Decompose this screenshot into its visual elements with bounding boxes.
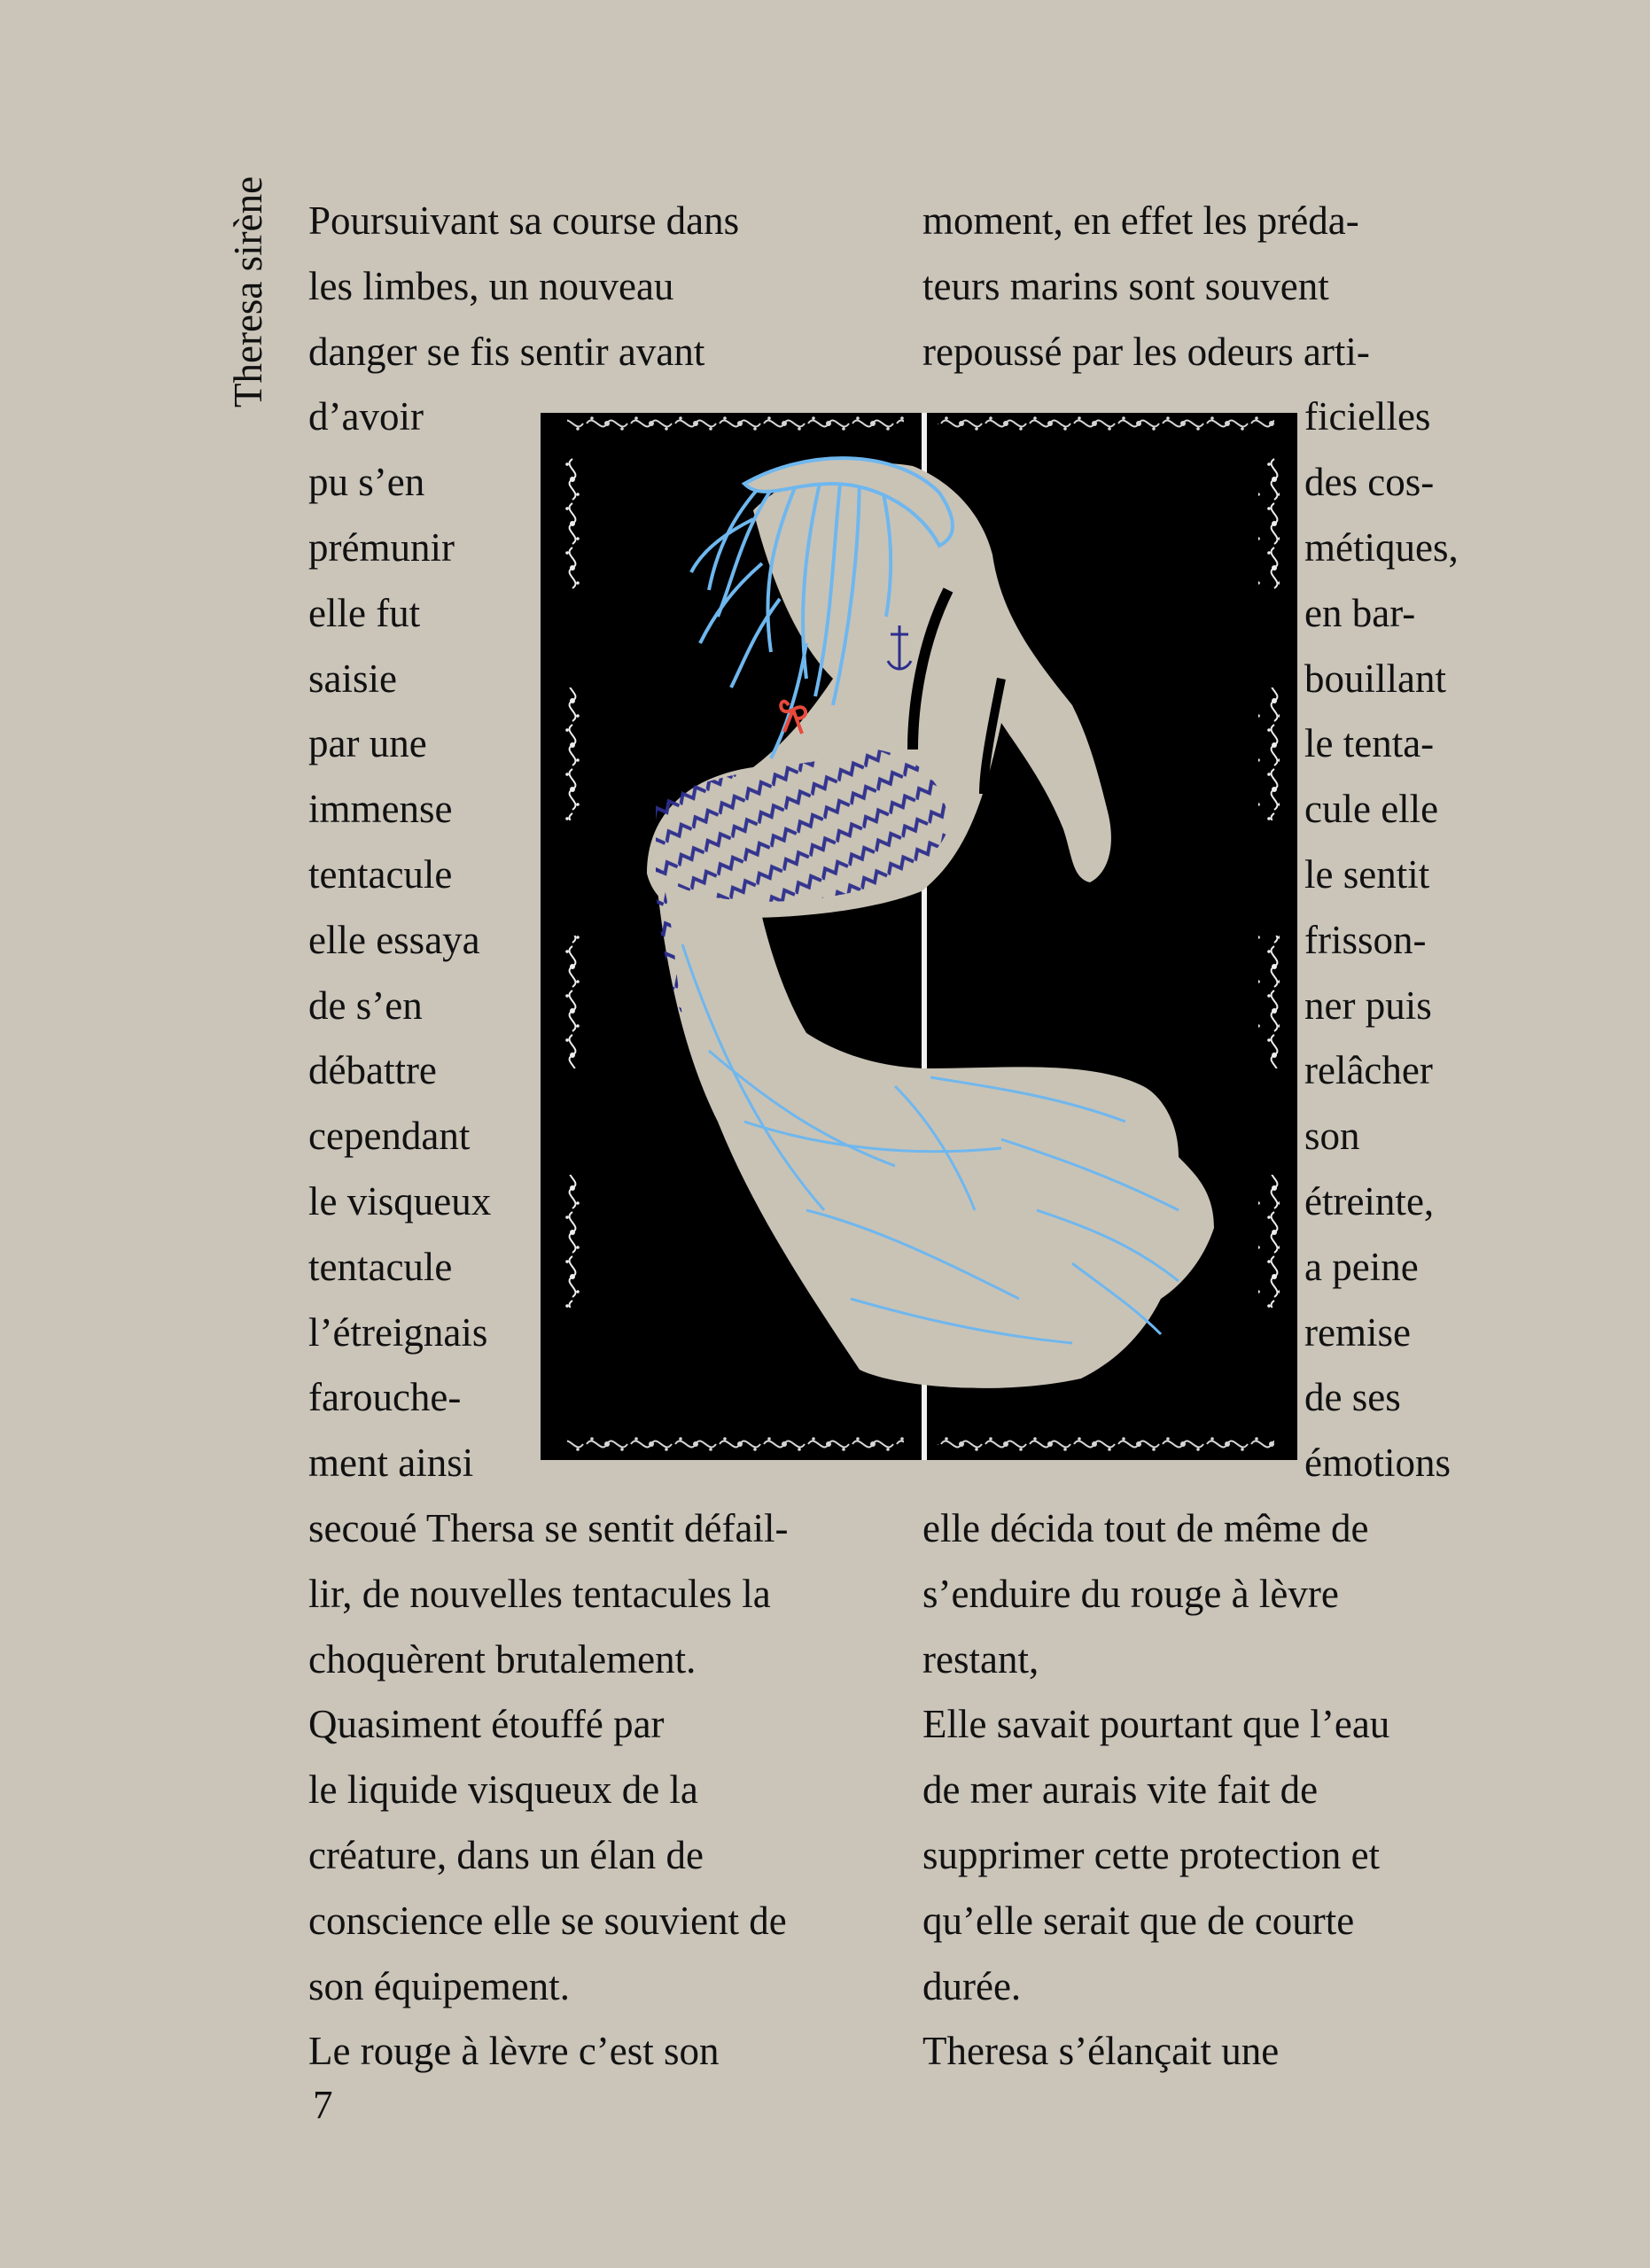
right-column-line: métiques,	[1304, 525, 1459, 570]
mermaid-illustration	[541, 413, 1297, 1460]
right-column-line: en bar-	[1304, 590, 1416, 635]
right-column-line: repoussé par les odeurs arti-	[922, 329, 1370, 374]
left-column-line: son équipement.	[308, 1963, 570, 2008]
right-column-line: le sentit	[1304, 852, 1430, 897]
right-column-line: Elle savait pourtant que l’eau	[922, 1702, 1390, 1747]
left-column-line: créature, dans un élan de	[308, 1833, 704, 1877]
left-column-line: choquèrent brutalement.	[308, 1636, 697, 1682]
right-column-line: étreinte,	[1304, 1179, 1435, 1223]
page-number: 7	[313, 2083, 333, 2127]
right-column-line: s’enduire du rouge à lèvre	[922, 1571, 1339, 1616]
right-column-line: cule elle	[1304, 787, 1439, 832]
left-column-line: les limbes, un nouveau	[308, 263, 674, 308]
right-column-line: relâcher	[1304, 1048, 1433, 1093]
left-column-line: prémunir	[308, 525, 455, 570]
left-column-line: ment ainsi	[308, 1441, 474, 1486]
left-column-line: cependant	[308, 1114, 471, 1159]
right-column-line: restant,	[922, 1636, 1039, 1682]
right-column-line: qu’elle serait que de courte	[922, 1898, 1355, 1943]
right-column-line: émotions	[1304, 1441, 1451, 1486]
right-column-line: elle décida tout de même de	[922, 1506, 1369, 1550]
right-column-line: durée.	[922, 1963, 1022, 2008]
left-column-line: danger se fis sentir avant	[308, 329, 705, 374]
left-column-line: elle essaya	[308, 917, 480, 962]
left-column-line: farouche-	[308, 1375, 462, 1420]
left-column-line: de s’en	[308, 983, 423, 1028]
left-column-line: le liquide visqueux de la	[308, 1767, 698, 1813]
left-column-line: elle fut	[308, 590, 421, 635]
right-column-line: teurs marins sont souvent	[922, 263, 1329, 308]
left-column-line: tentacule	[308, 1244, 453, 1289]
left-column-line: Poursuivant sa course dans	[308, 198, 740, 243]
left-column-line: par une	[308, 721, 427, 766]
left-column-line: immense	[308, 787, 453, 832]
right-column-line: de mer aurais vite fait de	[922, 1767, 1319, 1813]
right-column-line: son	[1304, 1114, 1360, 1159]
left-column-line: débattre	[308, 1048, 437, 1093]
left-column-line: Le rouge à lèvre c’est son	[308, 2029, 720, 2074]
right-column-line: Theresa s’élançait une	[922, 2029, 1280, 2074]
right-column-line: ficielles	[1304, 394, 1431, 439]
running-head: Theresa sirène	[226, 175, 270, 408]
right-column-line: moment, en effet les préda-	[922, 198, 1359, 243]
left-column-line: tentacule	[308, 852, 453, 897]
right-column-line: des cos-	[1304, 460, 1435, 505]
right-column-line: de ses	[1304, 1375, 1401, 1420]
left-column-line: lir, de nouvelles tentacules la	[308, 1571, 771, 1616]
left-column-line: d’avoir	[308, 394, 424, 439]
left-column-line: pu s’en	[308, 460, 425, 505]
right-column-line: remise	[1304, 1309, 1411, 1355]
right-column-line: supprimer cette protection et	[922, 1833, 1381, 1877]
left-column-line: le visqueux	[308, 1179, 492, 1223]
left-column-line: conscience elle se souvient de	[308, 1898, 787, 1943]
right-column-line: a peine	[1304, 1244, 1419, 1289]
left-column-line: l’étreignais	[308, 1309, 488, 1355]
left-column-line: saisie	[308, 656, 397, 701]
right-column-line: bouillant	[1304, 656, 1446, 701]
left-column-line: secoué Thersa se sentit défail-	[308, 1506, 789, 1550]
right-column-line: frisson-	[1304, 917, 1427, 962]
left-column-line: Quasiment étouffé par	[308, 1702, 665, 1747]
right-column-line: le tenta-	[1304, 721, 1435, 766]
right-column-line: ner puis	[1304, 983, 1432, 1028]
